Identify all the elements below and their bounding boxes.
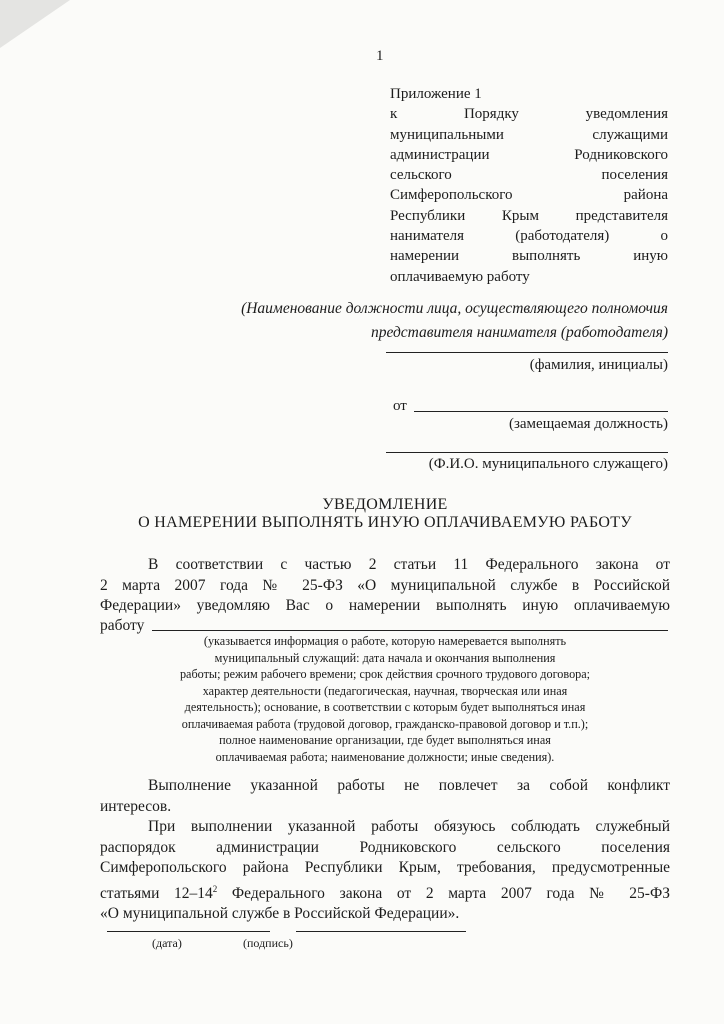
annex-line: сельского поселения [390,167,668,184]
work-info-note [150,633,620,765]
annex-line: нанимателя (работодателя) о [390,228,668,245]
surname-blank-line[interactable] [386,352,668,353]
note-line: оплачиваемая работа; наименование должности; иные сведения). [215,749,555,764]
paragraph-3 [100,817,670,925]
paragraph-line: 2 марта 2007 года № 25-ФЗ «О муниципальной службе в Российской [100,576,670,594]
paragraph-line: При выполнении указанной работы обязуюсь соблюдать служебный [148,818,670,835]
paragraph-1 [100,555,670,617]
fio-label: (Ф.И.О. муниципального служащего) [428,456,668,472]
annex-line: намерении выполнять иную [390,248,668,265]
note-line: (указывается информация о работе, которую намеревается выполнять [203,634,567,648]
work-label: работу [100,617,145,634]
notice-title: УВЕДОМЛЕНИЕ [322,496,448,513]
annex-line: оплачиваемую работу [390,268,530,285]
employer-caption-line1: (Наименование должности лица, осуществляющего полномочия [241,300,668,317]
paragraph-line [100,879,670,905]
notice-subtitle: О НАМЕРЕНИИ ВЫПОЛНЯТЬ ИНУЮ ОПЛАЧИВАЕМУЮ РАБОТУ [138,514,632,531]
annex-line: Приложение 1 [390,86,482,102]
employer-position-caption [180,297,668,345]
paragraph-line: В соответствии с частью 2 статьи 11 Федерального закона от [148,556,670,573]
page-fold-corner [0,0,70,48]
paragraph-line: «О муниципальной службе в Российской Федерации». [100,905,460,923]
note-line: деятельность); основание, в соответствии с которым будет выполняться иная [184,700,586,714]
signature-label: (подпись) [243,936,293,950]
work-blank-line[interactable] [152,630,668,631]
paragraph-line: интересов. [100,797,172,815]
annex-line: Республики Крым представителя [390,207,668,224]
annex-line: муниципальными служащими [390,126,668,143]
note-line: характер деятельности (педагогическая, научная, творческая или иная [202,683,568,698]
paragraph-line: Симферопольского района Республики Крым, требования, предусмотренные [100,859,670,876]
paragraph-2 [100,776,670,817]
note-line: оплачиваемая работа (трудовой договор, гражданско-правовой договор и т.п.); [181,716,589,731]
date-blank-line[interactable] [107,931,270,932]
articles-superscript: 2 [212,883,218,894]
position-label: (замещаемая должность) [508,416,668,432]
note-line: работы; режим рабочего времени; срок действия срочного трудового договора; [179,667,591,681]
articles-ref: статьями 12–14 [100,884,213,902]
date-label: (дата) [152,936,182,950]
paragraph-line: распорядок администрации Родниковского сельского поселения [100,838,670,856]
law-ref: Федерального закона от 2 марта 2007 года № 25-ФЗ [217,884,670,902]
note-line: полное наименование организации, где будет выполняться иная [219,733,551,747]
paragraph-line: Выполнение указанной работы не повлечет за собой конфликт [148,777,670,794]
annex-header [390,84,668,287]
fio-blank-line[interactable] [386,452,668,453]
annex-line: Симферопольского района [390,187,668,204]
from-prefix: от [393,398,407,414]
position-blank-line[interactable] [414,411,668,412]
employer-caption-line2: представителя нанимателя (работодателя) [370,324,668,341]
surname-label: (фамилия, инициалы) [529,357,668,373]
annex-line: администрации Родниковского [390,146,668,163]
signature-blank-line[interactable] [296,931,466,932]
annex-line: к Порядку уведомления [390,106,668,123]
paragraph-line: Федерации» уведомляю Вас о намерении выполнять иную оплачиваемую [100,597,670,614]
page-number: 1 [376,48,384,64]
note-line: муниципальный служащий: дата начала и окончания выполнения [214,650,556,665]
